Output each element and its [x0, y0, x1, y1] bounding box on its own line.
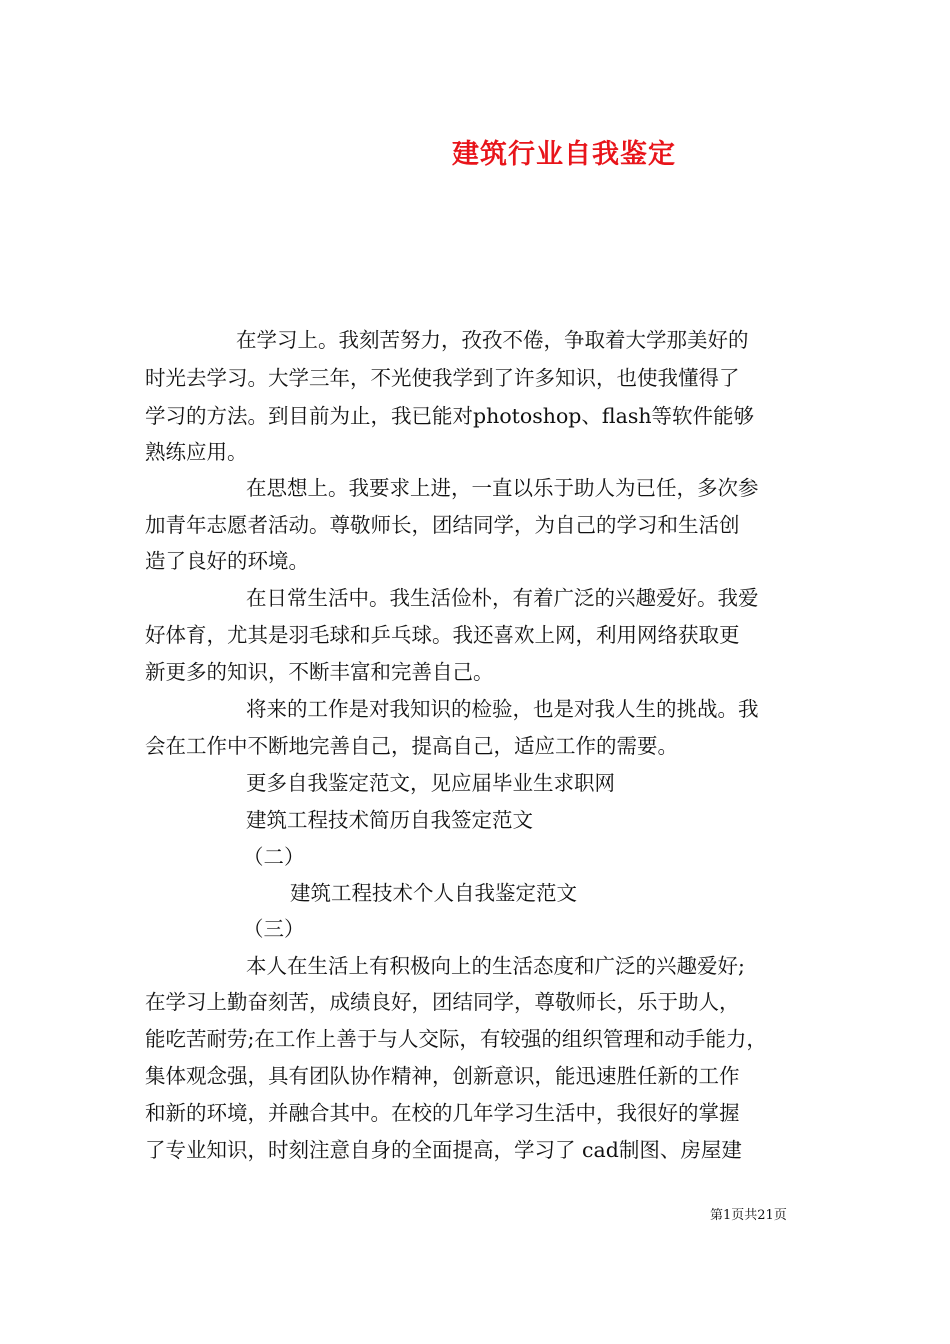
body-line: （三） [243, 917, 305, 941]
body-line: 建筑工程技术简历自我签定范文 [246, 808, 533, 832]
body-line: 加青年志愿者活动。尊敬师长，团结同学，为自己的学习和生活创 [145, 513, 740, 537]
body-line: 学习的方法。到目前为止，我已能对photoshop、flash等软件能够 [145, 404, 755, 428]
body-line: 将来的工作是对我知识的检验，也是对我人生的挑战。我 [246, 697, 759, 721]
document-title: 建筑行业自我鉴定 [452, 139, 676, 170]
body-line: 和新的环境，并融合其中。在校的几年学习生活中，我很好的掌握 [145, 1101, 740, 1125]
body-line: （二） [243, 845, 305, 869]
body-line: 好体育，尤其是羽毛球和乒乓球。我还喜欢上网，利用网络获取更 [145, 623, 740, 647]
body-line: 能吃苦耐劳;在工作上善于与人交际，有较强的组织管理和动手能力， [145, 1027, 767, 1051]
body-line: 本人在生活上有积极向上的生活态度和广泛的兴趣爱好; [246, 954, 745, 978]
body-line: 在学习上勤奋刻苦，成绩良好，团结同学，尊敬师长，乐于助人， [145, 990, 740, 1014]
page-number: 第1页共21页 [710, 1208, 787, 1223]
body-line: 新更多的知识，不断丰富和完善自己。 [145, 660, 494, 684]
body-line: 在思想上。我要求上进，一直以乐于助人为已任，多次参 [246, 476, 759, 500]
body-line: 会在工作中不断地完善自己，提高自己，适应工作的需要。 [145, 734, 678, 758]
body-line: 熟练应用。 [145, 440, 248, 464]
body-line: 了专业知识，时刻注意自身的全面提高，学习了 cad制图、房屋建 [145, 1138, 742, 1162]
body-line: 在日常生活中。我生活俭朴，有着广泛的兴趣爱好。我爱 [246, 586, 759, 610]
body-line: 建筑工程技术个人自我鉴定范文 [290, 881, 577, 905]
body-line: 更多自我鉴定范文，见应届毕业生求职网 [246, 771, 615, 795]
body-line: 时光去学习。大学三年，不光使我学到了许多知识，也使我懂得了 [145, 366, 740, 390]
body-line: 在学习上。我刻苦努力，孜孜不倦，争取着大学那美好的 [236, 328, 749, 352]
body-line: 集体观念强，具有团队协作精神，创新意识，能迅速胜任新的工作 [145, 1064, 740, 1088]
body-line: 造了良好的环境。 [145, 549, 309, 573]
